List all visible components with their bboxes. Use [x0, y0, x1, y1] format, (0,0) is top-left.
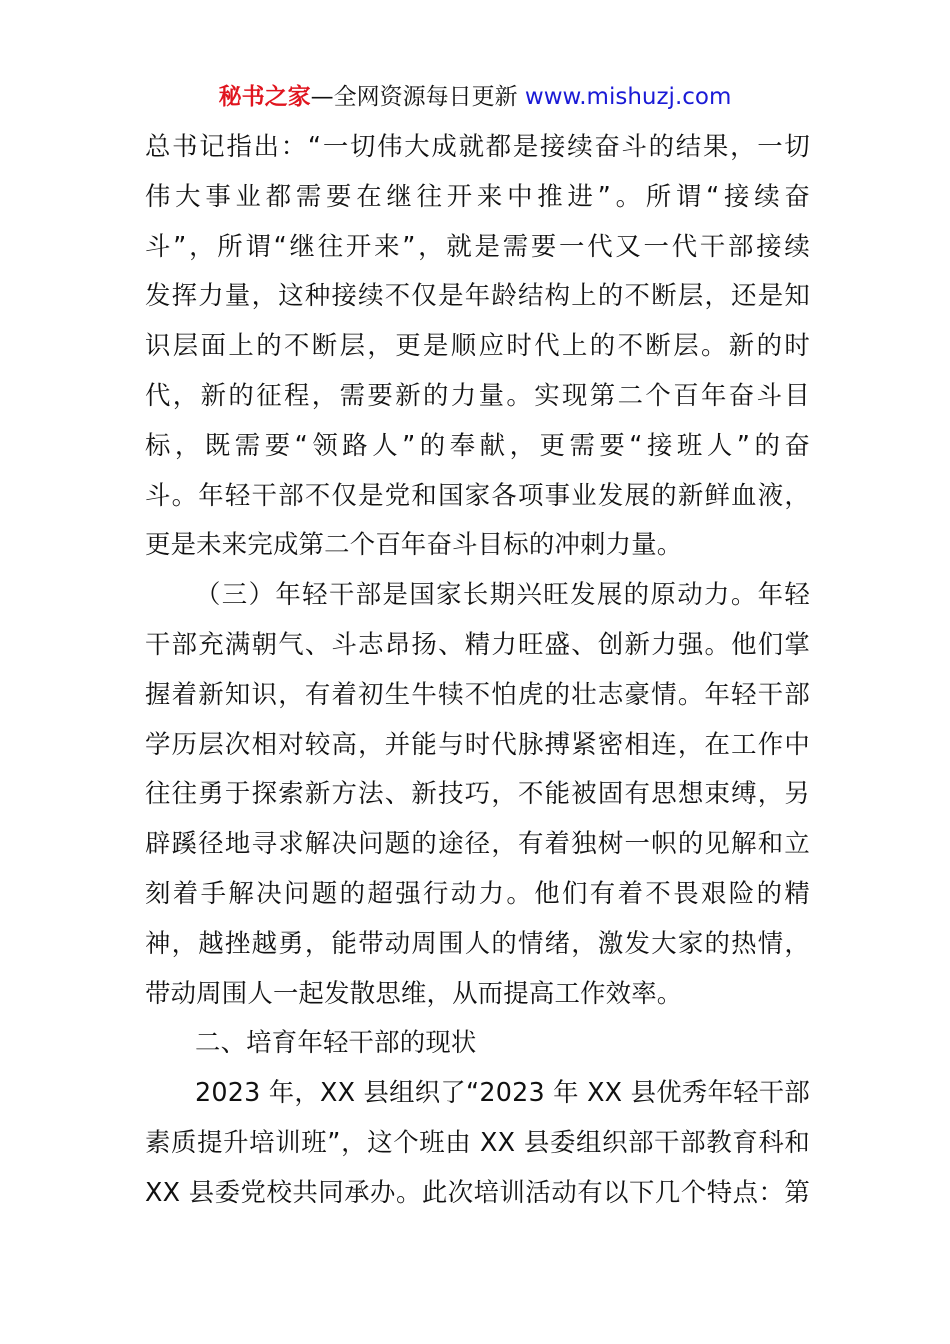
section-heading	[145, 1018, 810, 1068]
paragraph	[145, 1068, 810, 1217]
text-line: 刻着手解决问题的超强行动力。他们有着不畏艰险的精	[145, 877, 810, 908]
text-line: 斗”，所谓“继往开来”，就是需要一代又一代干部接续	[145, 230, 810, 261]
text-line: 标，既需要“领路人”的奉献，更需要“接班人”的奋	[145, 429, 810, 460]
paragraph	[145, 122, 810, 570]
text-line: 辟蹊径地寻求解决问题的途径，有着独树一帜的见解和立	[145, 828, 810, 859]
text-line: 干部充满朝气、斗志昂扬、精力旺盛、创新力强。他们掌	[145, 628, 810, 659]
text-line: 代，新的征程，需要新的力量。实现第二个百年奋斗目	[145, 379, 810, 410]
text-line: 更是未来完成第二个百年奋斗目标的冲刺力量。	[145, 529, 683, 560]
text-line: 素质提升培训班”，这个班由 XX 县委组织部干部教育科和	[145, 1126, 810, 1157]
text-line: 总书记指出：“一切伟大成就都是接续奋斗的结果，一切	[145, 131, 810, 161]
text-line: 往往勇于探索新方法、新技巧，不能被固有思想束缚，另	[145, 778, 810, 809]
text-line: 识层面上的不断层，更是顺应时代上的不断层。新的时	[145, 330, 810, 361]
text-line: 握着新知识，有着初生牛犊不怕虎的壮志豪情。年轻干部	[145, 678, 810, 709]
text-line: 斗。年轻干部不仅是党和国家各项事业发展的新鲜血液，	[145, 479, 810, 510]
page-header	[0, 80, 950, 114]
text-line: 学历层次相对较高，并能与时代脉搏紧密相连，在工作中	[145, 728, 810, 759]
header-brand: 秘书之家	[218, 84, 311, 110]
text-line: XX 县委党校共同承办。此次培训活动有以下几个特点：第	[145, 1176, 810, 1207]
document-body	[145, 122, 810, 1218]
text-line: 神，越挫越勇，能带动周围人的情绪，激发大家的热情，	[145, 927, 810, 958]
text-line: 2023 年，XX 县组织了“2023 年 XX 县优秀年轻干部	[195, 1077, 810, 1108]
header-site-link[interactable]: www.mishuzj.com	[524, 84, 732, 110]
text-line: 发挥力量，这种接续不仅是年龄结构上的不断层，还是知	[145, 280, 810, 311]
text-line: 带动周围人一起发散思维，从而提高工作效率。	[145, 977, 683, 1008]
paragraph	[145, 570, 810, 1018]
text-line: 二、培育年轻干部的现状	[195, 1027, 477, 1058]
text-line: （三）年轻干部是国家长期兴旺发展的原动力。年轻	[195, 579, 810, 610]
text-line: 伟大事业都需要在继往开来中推进”。所谓“接续奋	[145, 180, 810, 211]
header-tagline: —全网资源每日更新	[310, 84, 518, 110]
